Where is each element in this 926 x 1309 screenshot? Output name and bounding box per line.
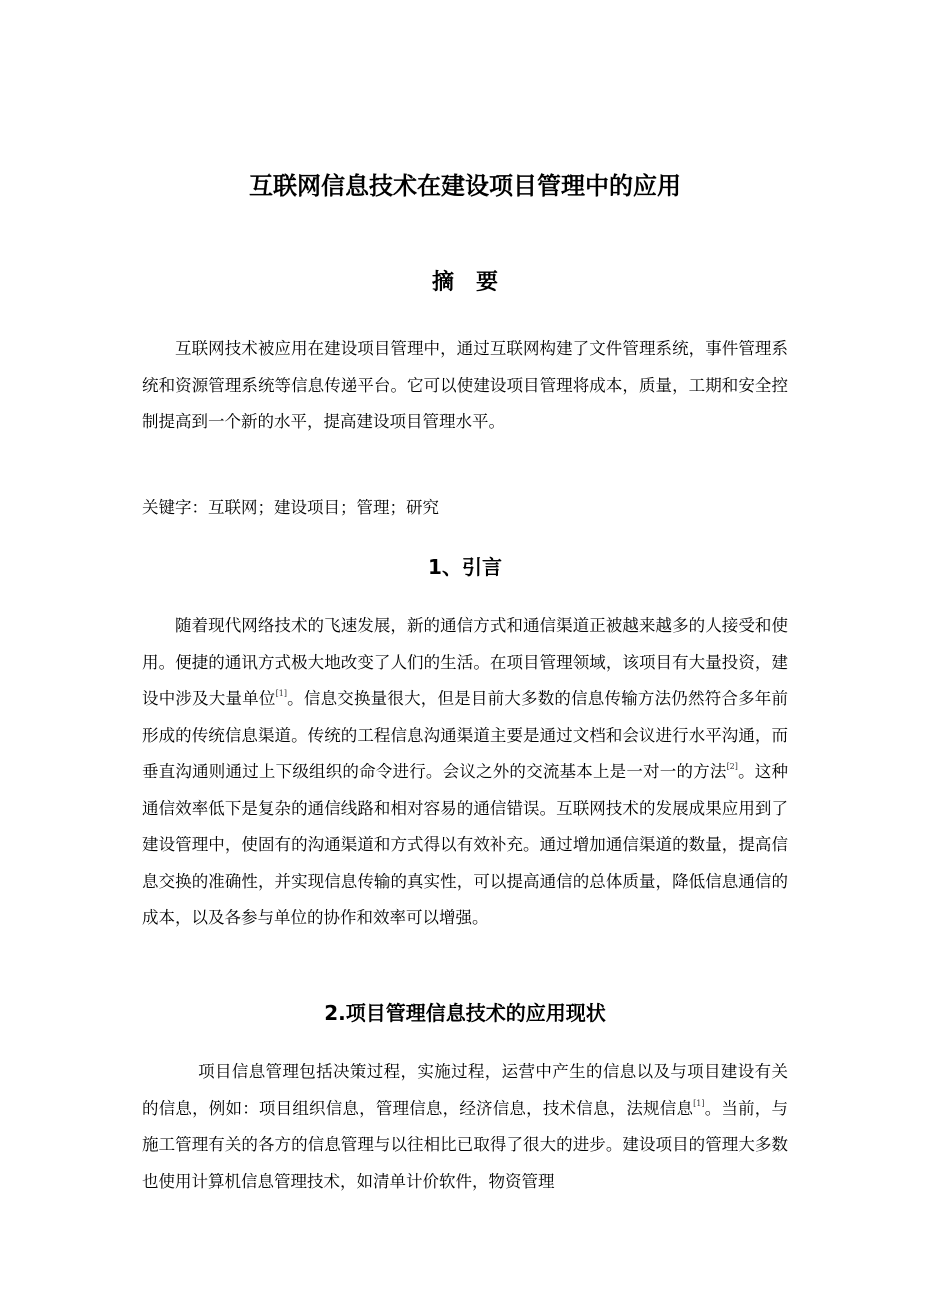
section-2-heading: 2.项目管理信息技术的应用现状 xyxy=(324,1001,606,1025)
section-2-text-b: 。当前，与施工管理有关的各方的信息管理与以往相比已取得了很大的进步。建设项目的管理大多数也使用计算机信息管理技术，如清单计价软件，物资管理 xyxy=(142,1098,789,1191)
section-1-text-c: 。这种通信效率低下是复杂的通信线路和相对容易的通信错误。互联网技术的发展成果应用到了建设管理中，使固有的沟通渠道和方式得以有效补充。通过增加通信渠道的数量，提高信息交换的准确性，并实现信息传输的真实性，可以提高通信的总体质量，降低信息通信的成本，以及各参与单位的协作和效率可以增强。 xyxy=(142,762,789,927)
section-1-text-a: 随着现代网络技术的飞速发展，新的通信方式和通信渠道正被越来越多的人接受和使用。便捷的通讯方式极大地改变了人们的生活。在项目管理领域，该项目有大量投资，建设中涉及大量单位 xyxy=(142,616,788,708)
paper-title: 互联网信息技术在建设项目管理中的应用 xyxy=(249,172,681,200)
section-1-text-b: 。信息交换量很大，但是目前大多数的信息传输方法仍然符合多年前形成的传统信息渠道。传统的工程信息沟通渠道主要是通过文档和会议进行水平沟通，而垂直沟通则通过上下级组织的命令进行。会议之外的交流基本上是一对一的方法 xyxy=(142,689,789,781)
keywords-label: 关键字： xyxy=(142,498,208,517)
abstract-text: 互联网技术被应用在建设项目管理中，通过互联网构建了文件管理系统，事件管理系统和资源管理系统等信息传递平台。它可以使建设项目管理将成本，质量，工期和安全控制提高到一个新的水平，提高建设项目管理水平。 xyxy=(142,339,788,431)
keywords-line xyxy=(142,490,788,526)
section-1-paragraph xyxy=(142,608,788,937)
abstract-heading: 摘要 xyxy=(431,270,520,295)
section-2-paragraph xyxy=(142,1054,788,1200)
citation-1-repeat[interactable]: [1] xyxy=(693,1098,705,1108)
section-1-heading: 1、引言 xyxy=(428,555,502,579)
section-2-text-a: 项目信息管理包括决策过程，实施过程，运营中产生的信息以及与项目建设有关的信息，例如：项目组织信息，管理信息，经济信息，技术信息，法规信息 xyxy=(142,1062,788,1118)
citation-1[interactable]: [1] xyxy=(275,689,287,698)
citation-2[interactable]: [2] xyxy=(726,762,738,771)
keywords-value: 互联网；建设项目；管理；研究 xyxy=(208,498,439,517)
